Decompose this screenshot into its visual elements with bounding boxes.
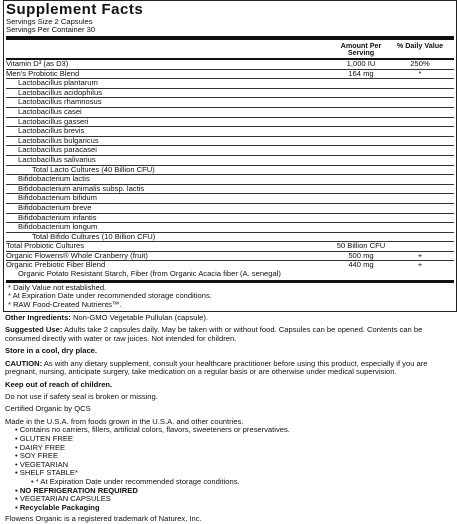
ingredient-name: Men's Probiotic Blend [6,68,80,78]
feature-item: ▪ NO REFRIGERATION REQUIRED [15,487,455,496]
ingredient-name: Lactobacillus bulgaricus [18,135,99,145]
ingredient-name: Lactobacillus gasseri [18,116,89,126]
ingredient-row [6,270,454,279]
certified-organic: Certified Organic by QCS [5,404,91,414]
ingredient-name: Organic Potato Resistant Starch, Fiber (from Organic Acacia fiber (A. senegal) [18,269,281,279]
thick-divider [6,36,454,40]
amount-header: Amount Per Serving [340,40,382,58]
footnote: * At Expiration Date under recommended storage conditions. [8,291,212,301]
footnotes [6,284,454,310]
feature-list [15,426,455,486]
ingredient-amount: 164 mg [348,68,374,78]
storage-instruction: Store in a cool, dry place. [5,346,97,356]
ingredient-name: Lactobacillus casei [18,106,82,116]
ingredient-name: Total Bifido Cultures (10 Billion CFU) [32,231,156,241]
ingredient-name: Bifidobacterium animalis subsp. lactis [18,183,145,193]
feature-item: ▪ VEGETARIAN CAPSULES [15,495,455,504]
suggested-use: Suggested Use: Adults take 2 capsules daily. May be taken with or without food. Capsules can be opened. Contents can be consumed directly with water or raw juices. Not intended for children. [5,325,423,343]
ingredient-name: Total Lacto Cultures (40 Billion CFU) [32,164,155,174]
ingredient-daily-value: + [417,260,423,270]
safety-seal: Do not use if safety seal is broken or missing. [5,391,158,401]
ingredient-name: Bifidobacterium longum [18,222,98,232]
column-header [6,41,454,58]
ingredient-daily-value: * [418,68,422,78]
feature-item: • SHELF STABLE* [15,469,455,478]
daily-value-header: % Daily Value [396,40,444,50]
ingredient-name: Vitamin D³ (as D3) [6,59,69,68]
ingredient-name: Lactobacillus plantarum [18,78,98,88]
ingredient-name: Bifidobacterium breve [18,202,92,212]
ingredient-name: Lactobacillus salivarius [18,154,96,164]
ingredient-amount: 50 Billion CFU [336,241,386,251]
footnote: * RAW Food-Created Nutrients™. [8,299,122,309]
feature-item: • Contains no carriers, fillers, artificial colors, flavors, sweeteners or preservatives. [15,426,455,435]
ingredient-name: Lactobacillus paracasei [18,145,97,155]
feature-sublist [31,478,455,487]
footnote: * Daily Value not established. [8,282,107,292]
feature-list-2 [15,487,455,513]
ingredient-amount: 500 mg [348,250,374,260]
trademark-note: Flowens Organic is a registered trademark of Naturex, Inc. [5,514,202,524]
ingredient-name: Total Probiotic Cultures [6,241,85,251]
feature-item: • SOY FREE [15,452,455,461]
feature-item: ▪ Recyclable Packaging [15,504,455,513]
ingredient-daily-value: 250% [410,59,430,68]
feature-item: • VEGETARIAN [15,461,455,470]
ingredient-daily-value: + [417,250,423,260]
ingredient-rows [6,60,454,279]
feature-item: • DAIRY FREE [15,444,455,453]
label-text [3,314,457,523]
panel-title: Supplement Facts [6,1,144,18]
ingredient-name: Bifidobacterium bifidum [18,193,97,203]
ingredient-name: Organic Flowens® Whole Cranberry (fruit) [6,250,148,260]
ingredient-name: Bifidobacterium lactis [18,174,90,184]
ingredient-amount: 440 mg [348,260,374,270]
ingredient-name: Lactobacillus rhamnosus [18,97,102,107]
ingredient-name: Bifidobacterium infantis [18,212,97,222]
ingredient-amount: 1,000 IU [346,59,376,68]
ingredient-name: Lactobacillus brevis [18,126,85,136]
other-ingredients: Other Ingredients: Non-GMO Vegetable Pullulan (capsule). [5,313,209,323]
caution: CAUTION: As with any dietary supplement, consult your healthcare practitioner before using this product, especially if you are pregnant, nursing, anticipate surgery, take medication on a regular basis or are otherwise under medical supervision. [5,358,428,377]
ingredient-name: Organic Prebiotic Fiber Blend [6,260,106,270]
serving-size: Servings Size 2 Capsules [6,17,93,26]
made-in: Made in the U.S.A. from foods grown in the U.S.A. and other countries. [5,416,244,426]
servings-per-container: Servings Per Container 30 [6,25,96,35]
feature-subitem: • * At Expiration Date under recommended storage conditions. [31,478,455,487]
feature-item: • GLUTEN FREE [15,435,455,444]
keep-out-of-reach: Keep out of reach of children. [5,380,113,389]
ingredient-name: Lactobacillus acidophilus [18,87,103,97]
supplement-facts-panel [3,0,457,312]
